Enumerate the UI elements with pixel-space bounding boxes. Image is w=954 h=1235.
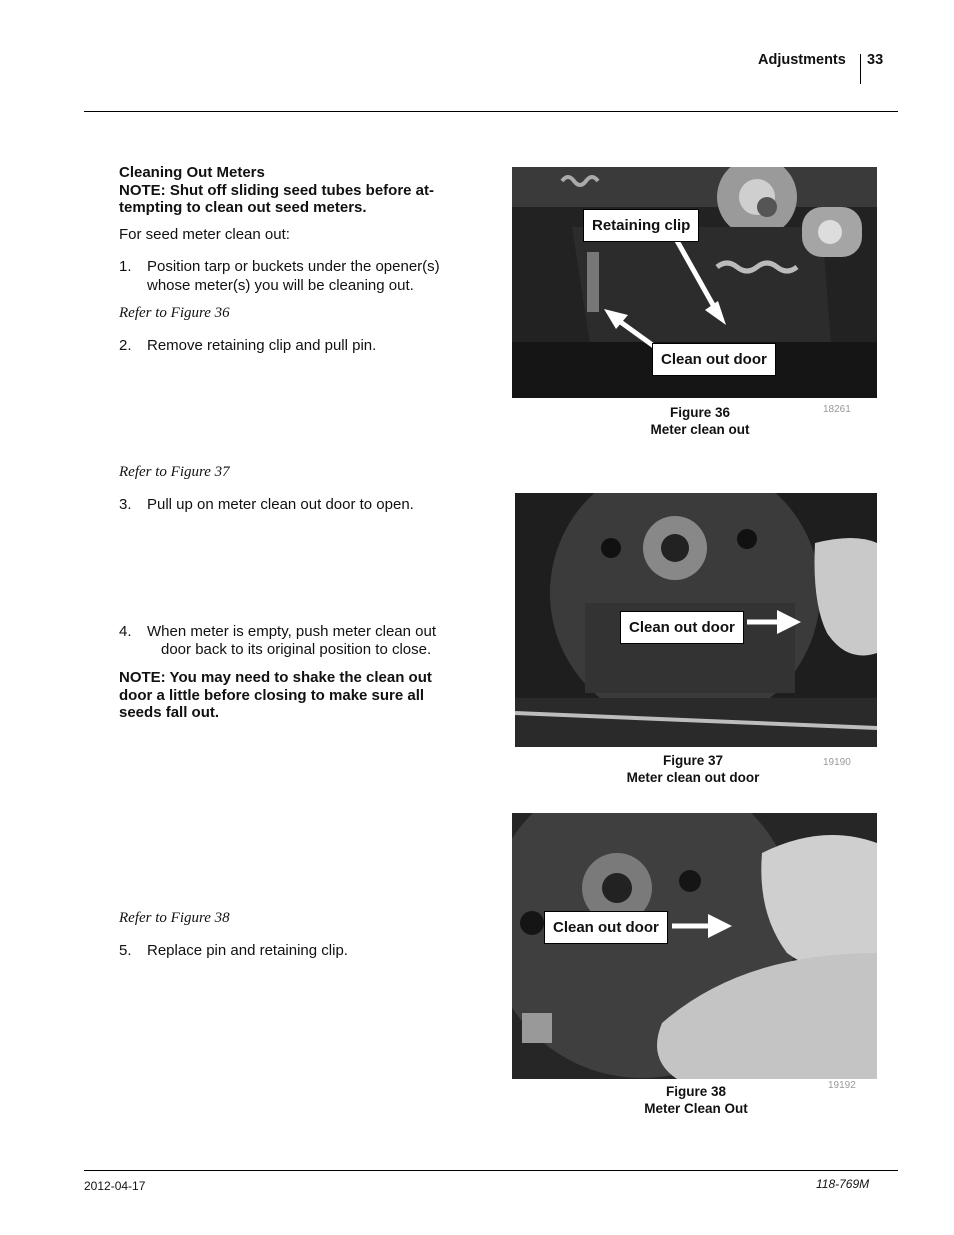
figure-title: Meter Clean Out xyxy=(644,1101,748,1116)
figure-36-photo xyxy=(512,167,877,398)
callout-retaining-clip: Retaining clip xyxy=(583,209,699,242)
figure-reference: Refer to Figure 36 xyxy=(119,305,230,321)
footer-rule xyxy=(84,1170,898,1171)
header-separator xyxy=(860,54,861,84)
figure-image-id: 19192 xyxy=(828,1080,856,1091)
figure-38-photo xyxy=(512,813,877,1079)
figure-image-id: 19190 xyxy=(823,757,851,768)
figure-image-id: 18261 xyxy=(823,404,851,415)
figure-number: Figure 38 xyxy=(665,1084,727,1099)
step-number: 5. xyxy=(119,942,132,959)
figure-37-caption xyxy=(593,752,793,786)
figure-reference: Refer to Figure 37 xyxy=(119,464,230,480)
step-number: 3. xyxy=(119,496,132,513)
note-line: NOTE: You may need to shake the clean out xyxy=(119,669,432,686)
step-number: 4. xyxy=(119,623,132,640)
figure-reference: Refer to Figure 38 xyxy=(119,910,230,926)
note-line: tempting to clean out seed meters. xyxy=(119,199,367,216)
figure-number: Figure 37 xyxy=(662,753,724,768)
step-text: Replace pin and retaining clip. xyxy=(147,942,348,959)
note-line: NOTE: Shut off sliding seed tubes before at- xyxy=(119,182,435,199)
note-line: seeds fall out. xyxy=(119,704,220,721)
figure-37-photo xyxy=(515,493,877,747)
note-line: door a little before closing to make sure all xyxy=(119,687,425,704)
step-number: 2. xyxy=(119,337,132,354)
callout-clean-out-door: Clean out door xyxy=(544,911,668,944)
footer-date: 2012-04-17 xyxy=(84,1179,146,1193)
step-text: Position tarp or buckets under the opener(s) xyxy=(147,258,440,275)
figure-36-caption xyxy=(600,404,800,438)
figure-title: Meter clean out xyxy=(650,422,750,437)
step-text: When meter is empty, push meter clean out xyxy=(147,623,437,640)
header-rule xyxy=(84,111,898,112)
step-text: Remove retaining clip and pull pin. xyxy=(147,337,377,354)
footer-doc-id: 118-769M xyxy=(816,1177,870,1191)
figure-38-caption xyxy=(596,1083,796,1117)
step-number: 1. xyxy=(119,258,132,275)
callout-clean-out-door: Clean out door xyxy=(620,611,744,644)
figure-number: Figure 36 xyxy=(669,405,731,420)
step-text: whose meter(s) you will be cleaning out. xyxy=(147,277,414,294)
callout-clean-out-door: Clean out door xyxy=(652,343,776,376)
header-section-title: Adjustments xyxy=(758,52,846,68)
page-number: 33 xyxy=(867,52,884,68)
section-heading: Cleaning Out Meters xyxy=(119,164,265,181)
step-text: door back to its original position to close. xyxy=(161,641,432,658)
figure-title: Meter clean out door xyxy=(626,770,760,785)
intro-text: For seed meter clean out: xyxy=(119,226,290,243)
step-text: Pull up on meter clean out door to open. xyxy=(147,496,414,513)
